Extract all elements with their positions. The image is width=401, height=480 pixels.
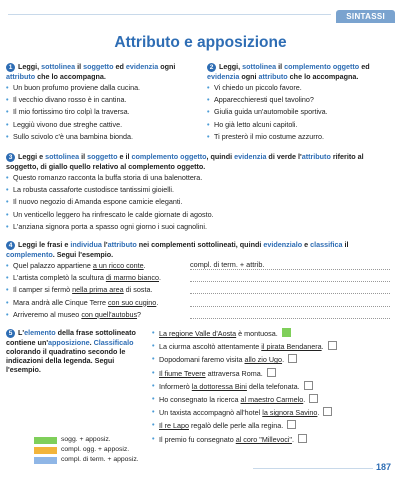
list-item: • Ho consegnato la ricerca al maestro Carmelo.: [152, 394, 392, 404]
table-row: [6, 298, 394, 307]
legend-swatch: [34, 457, 57, 464]
checkbox[interactable]: [304, 381, 313, 390]
legend-swatch: [34, 447, 57, 454]
list-item[interactable]: • L'anziana signora porta a spasso ogni giorno i suoi cagnolini.: [6, 222, 394, 231]
legend-item: sogg. + apposiz.: [34, 436, 139, 444]
answer-field[interactable]: [190, 285, 390, 294]
answer-field[interactable]: [190, 273, 390, 282]
legend-item: compl. di term. + apposiz.: [34, 456, 139, 464]
page-number: 187: [375, 462, 391, 472]
table-row: [6, 285, 394, 294]
exercise-number: 4: [6, 241, 15, 250]
list-item[interactable]: • Il mio fortissimo tiro colpì la traversa.: [6, 107, 196, 116]
exercise-1-list: [6, 83, 196, 141]
list-item: • Informerò la dottoressa Bini della telefonata.: [152, 381, 392, 391]
exercise-2-list: [207, 83, 397, 141]
sentence: • Mara andrà alle Cinque Terre con suo cugino.: [6, 298, 188, 307]
exercise-5-instruction: 5 L'elemento della frase sottolineato contiene un'apposizione. Classificalo colorando il quadratino secondo le indicazioni della legenda. Segui l'esempio.: [6, 328, 136, 374]
exercise-number: 1: [6, 63, 15, 72]
header-bar: [0, 0, 401, 22]
answer-field[interactable]: [190, 310, 390, 319]
list-item[interactable]: • La robusta cassaforte custodisce tantissimi gioielli.: [6, 185, 394, 194]
list-item: • La ciurma ascoltò attentamente il pirata Bendanera.: [152, 341, 392, 351]
footer-divider: [253, 468, 373, 469]
exercise-1: [6, 62, 196, 144]
list-item: • Un taxista accompagnò all'hotel la signora Savino.: [152, 407, 392, 417]
checkbox[interactable]: [309, 394, 318, 403]
exercise-4-instruction: 4 Leggi le frasi e individua l'attributo nei complementi sottolineati, quindi evidenzialo e classifica il complemento. Segui l'esempio.: [6, 240, 349, 259]
table-row: [6, 310, 394, 319]
exercise-3-list: [6, 173, 394, 231]
checkbox[interactable]: [323, 407, 332, 416]
sentence: • L'artista completò la scultura di marmo bianco.: [6, 273, 188, 282]
checkbox[interactable]: [282, 328, 291, 337]
exercise-5-list: [152, 328, 392, 447]
table-row: [6, 261, 394, 270]
checkbox[interactable]: [287, 420, 296, 429]
answer-field[interactable]: [190, 298, 390, 307]
exercise-4: [6, 240, 394, 322]
list-item[interactable]: • Giulia guida un'automobile sportiva.: [207, 107, 397, 116]
page-title: Attributo e apposizione: [114, 34, 287, 51]
exercise-2: [207, 62, 397, 144]
sentence: • Quel palazzo appartiene a un ricco conte.: [6, 261, 188, 270]
header-divider: [8, 14, 331, 15]
exercise-number: 2: [207, 63, 216, 72]
exercise-1-instruction: 1 Leggi, sottolinea il soggetto ed evidenzia ogni attributo che lo accompagna.: [6, 62, 176, 81]
checkbox[interactable]: [267, 368, 276, 377]
list-item: • La regione Valle d'Aosta è montuosa.: [152, 328, 392, 338]
exercise-number: 3: [6, 153, 15, 162]
exercise-3-instruction: 3 Leggi e sottolinea il soggetto e il complemento oggetto, quindi evidenzia di verde l'attributo riferito al soggetto, di giallo quello relativo al complemento oggetto.: [6, 152, 364, 171]
list-item[interactable]: • Ho già letto alcuni capitoli.: [207, 120, 397, 129]
checkbox[interactable]: [298, 434, 307, 443]
answer-field[interactable]: compl. di term. + attrib.: [190, 261, 390, 270]
checkbox[interactable]: [328, 341, 337, 350]
sentence: • Il camper si fermò nella prima area di sosta.: [6, 285, 188, 294]
exercise-2-instruction: 2 Leggi, sottolinea il complemento oggetto ed evidenzia ogni attributo che lo accompagna.: [207, 62, 370, 81]
exercise-number: 5: [6, 329, 15, 338]
list-item[interactable]: • Il nuovo negozio di Amanda espone camicie eleganti.: [6, 197, 394, 206]
list-item[interactable]: • Apparecchieresti quel tavolino?: [207, 95, 397, 104]
list-item[interactable]: • Un venticello leggero ha rinfrescato le calde giornate di agosto.: [6, 210, 394, 219]
list-item: • Il premio fu consegnato al coro "Millevoci".: [152, 434, 392, 444]
legend-item: compl. ogg. + apposiz.: [34, 446, 139, 454]
list-item[interactable]: • Un buon profumo proviene dalla cucina.: [6, 83, 196, 92]
list-item[interactable]: • Vi chiedo un piccolo favore.: [207, 83, 397, 92]
sentence: • Arriveremo al museo con quell'autobus?: [6, 310, 188, 319]
list-item[interactable]: • Ti presterò il mio costume azzurro.: [207, 132, 397, 141]
legend: [34, 436, 139, 466]
exercise-3: [6, 152, 394, 234]
list-item: • Il re Lapo regalò delle perle alla regina.: [152, 420, 392, 430]
section-tab: SINTASSI: [336, 10, 395, 23]
list-item: • Dopodomani faremo visita allo zio Ugo.: [152, 354, 392, 364]
list-item[interactable]: • Sullo scivolo c'è una bambina bionda.: [6, 132, 196, 141]
list-item: • Il fiume Tevere attraversa Roma.: [152, 368, 392, 378]
table-row: [6, 273, 394, 282]
list-item[interactable]: • Leggiù vivono due streghe cattive.: [6, 120, 196, 129]
legend-swatch: [34, 437, 57, 444]
checkbox[interactable]: [288, 354, 297, 363]
list-item[interactable]: • Il vecchio divano rosso è in cantina.: [6, 95, 196, 104]
list-item[interactable]: • Questo romanzo racconta la buffa storia di una balenottera.: [6, 173, 394, 182]
